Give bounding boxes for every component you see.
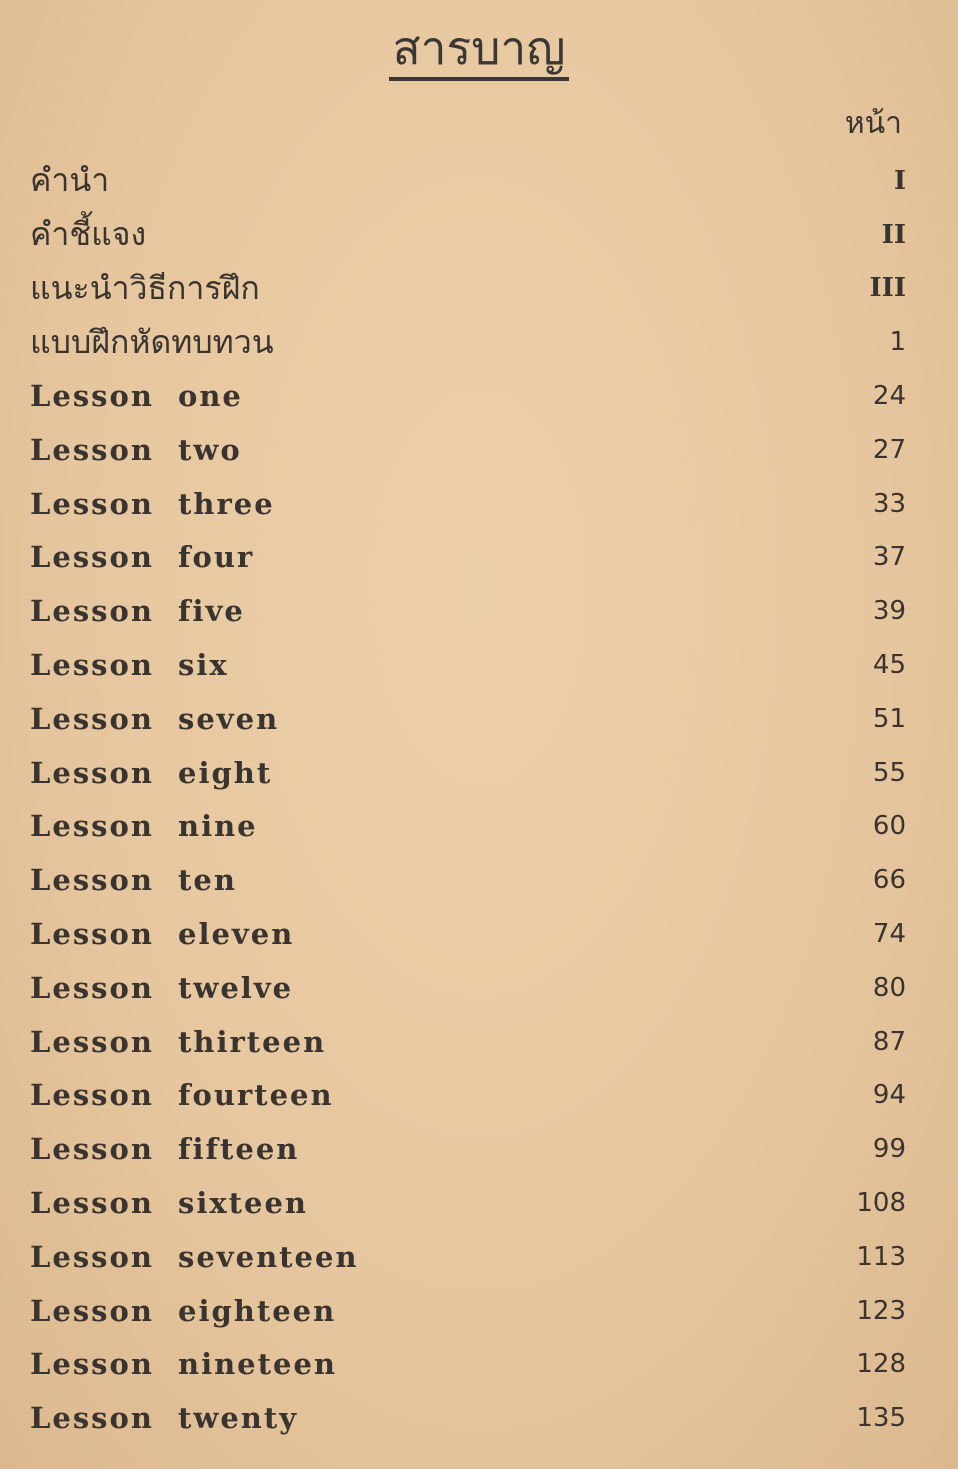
entry-label	[30, 648, 229, 682]
entry-label	[30, 1294, 336, 1328]
lesson-word: Lesson	[30, 1239, 154, 1274]
entry-page: 80	[872, 972, 906, 1003]
toc-entry-lesson	[30, 477, 906, 531]
entry-label	[30, 1025, 326, 1059]
toc-entry-lesson	[30, 1176, 906, 1230]
lesson-number: fourteen	[178, 1078, 334, 1113]
lesson-word: Lesson	[30, 1347, 154, 1382]
lesson-word: Lesson	[30, 863, 154, 898]
lesson-word: Lesson	[30, 1132, 154, 1167]
lesson-number: fifteen	[178, 1132, 300, 1167]
toc-entry-lesson	[30, 907, 906, 961]
toc-entry-lesson	[30, 853, 906, 907]
lesson-number: thirteen	[178, 1024, 327, 1059]
entry-label	[30, 594, 245, 628]
lesson-word: Lesson	[30, 755, 154, 790]
entry-page: 24	[872, 381, 906, 412]
entry-page: 1	[889, 327, 906, 358]
lesson-word: Lesson	[30, 917, 154, 952]
lesson-word: Lesson	[30, 540, 154, 575]
toc-entry-lesson	[30, 1284, 906, 1338]
entry-label	[30, 756, 272, 790]
toc-entry-lesson	[30, 369, 906, 423]
entry-page: 113	[856, 1241, 906, 1272]
toc-entry-lesson	[30, 423, 906, 477]
lesson-number: twenty	[178, 1401, 299, 1436]
toc-entry-lesson	[30, 746, 906, 800]
entry-page: 87	[872, 1026, 906, 1057]
entry-page: 108	[856, 1188, 906, 1219]
toc-entry	[30, 315, 906, 369]
title-text: สารบาญ	[389, 21, 570, 81]
lesson-number: eleven	[178, 917, 295, 952]
entry-label: แนะนำวิธีการฝึก	[30, 268, 260, 307]
entry-label	[30, 1078, 334, 1112]
entry-page: 55	[872, 757, 906, 788]
lesson-number: two	[178, 432, 242, 467]
entry-page: 74	[872, 919, 906, 950]
entry-label	[30, 863, 237, 897]
lesson-number: twelve	[178, 970, 294, 1005]
entry-page: 60	[872, 811, 906, 842]
lesson-number: seventeen	[178, 1239, 359, 1274]
entry-label: คำนำ	[30, 161, 110, 200]
entry-page: 128	[856, 1349, 906, 1380]
entry-label	[30, 1240, 359, 1274]
lesson-word: Lesson	[30, 1186, 154, 1221]
entry-label	[30, 540, 254, 574]
entry-page: I	[893, 165, 906, 196]
entry-label	[30, 1347, 337, 1381]
entry-label	[30, 487, 275, 521]
entry-page: 33	[872, 488, 906, 519]
entry-label	[30, 433, 242, 467]
entry-label	[30, 1132, 299, 1166]
entry-label	[30, 1186, 308, 1220]
entry-label: แบบฝึกหัดทบทวน	[30, 322, 274, 361]
toc-entry	[30, 262, 906, 316]
entry-page: 27	[872, 434, 906, 465]
toc-entry-lesson	[30, 638, 906, 692]
lesson-word: Lesson	[30, 701, 154, 736]
entry-page: 123	[856, 1295, 906, 1326]
lesson-number: sixteen	[178, 1186, 309, 1221]
page-column-heading: หน้า	[844, 106, 902, 141]
lesson-number: eighteen	[178, 1293, 337, 1328]
page-title	[0, 12, 958, 85]
lesson-number: eight	[178, 755, 273, 790]
entry-page: 39	[872, 596, 906, 627]
entry-page: 37	[872, 542, 906, 573]
lesson-word: Lesson	[30, 432, 154, 467]
entry-page: 51	[872, 703, 906, 734]
toc-entry-lesson	[30, 1015, 906, 1069]
lesson-number: nineteen	[178, 1347, 338, 1382]
toc-entry-lesson	[30, 1391, 906, 1445]
lesson-number: three	[178, 486, 275, 521]
lesson-word: Lesson	[30, 379, 154, 414]
lesson-word: Lesson	[30, 1293, 154, 1328]
entry-page: II	[881, 219, 906, 250]
lesson-word: Lesson	[30, 486, 154, 521]
entry-page: 94	[872, 1080, 906, 1111]
toc-entry	[30, 208, 906, 262]
lesson-word: Lesson	[30, 1024, 154, 1059]
entry-label	[30, 702, 279, 736]
toc-entry	[30, 154, 906, 208]
lesson-number: six	[178, 648, 229, 683]
lesson-word: Lesson	[30, 1401, 154, 1436]
table-of-contents	[30, 154, 906, 1445]
lesson-number: five	[178, 594, 245, 629]
lesson-number: seven	[178, 701, 280, 736]
entry-label	[30, 971, 293, 1005]
entry-page: 66	[872, 865, 906, 896]
lesson-word: Lesson	[30, 648, 154, 683]
lesson-word: Lesson	[30, 809, 154, 844]
lesson-number: nine	[178, 809, 258, 844]
lesson-number: one	[178, 379, 243, 414]
entry-page: 135	[856, 1403, 906, 1434]
toc-entry-lesson	[30, 1338, 906, 1392]
toc-entry-lesson	[30, 584, 906, 638]
entry-page: 45	[872, 650, 906, 681]
entry-label	[30, 809, 258, 843]
lesson-word: Lesson	[30, 594, 154, 629]
entry-label	[30, 917, 294, 951]
toc-entry-lesson	[30, 1122, 906, 1176]
lesson-number: four	[178, 540, 255, 575]
entry-label	[30, 379, 243, 413]
lesson-word: Lesson	[30, 1078, 154, 1113]
toc-entry-lesson	[30, 800, 906, 854]
toc-entry-lesson	[30, 961, 906, 1015]
toc-entry-lesson	[30, 692, 906, 746]
toc-entry-lesson	[30, 1230, 906, 1284]
entry-page: 99	[872, 1134, 906, 1165]
toc-entry-lesson	[30, 531, 906, 585]
entry-label	[30, 1401, 298, 1435]
lesson-word: Lesson	[30, 970, 154, 1005]
lesson-number: ten	[178, 863, 237, 898]
toc-entry-lesson	[30, 1069, 906, 1123]
entry-label: คำชี้แจง	[30, 215, 147, 254]
entry-page: III	[869, 273, 906, 304]
